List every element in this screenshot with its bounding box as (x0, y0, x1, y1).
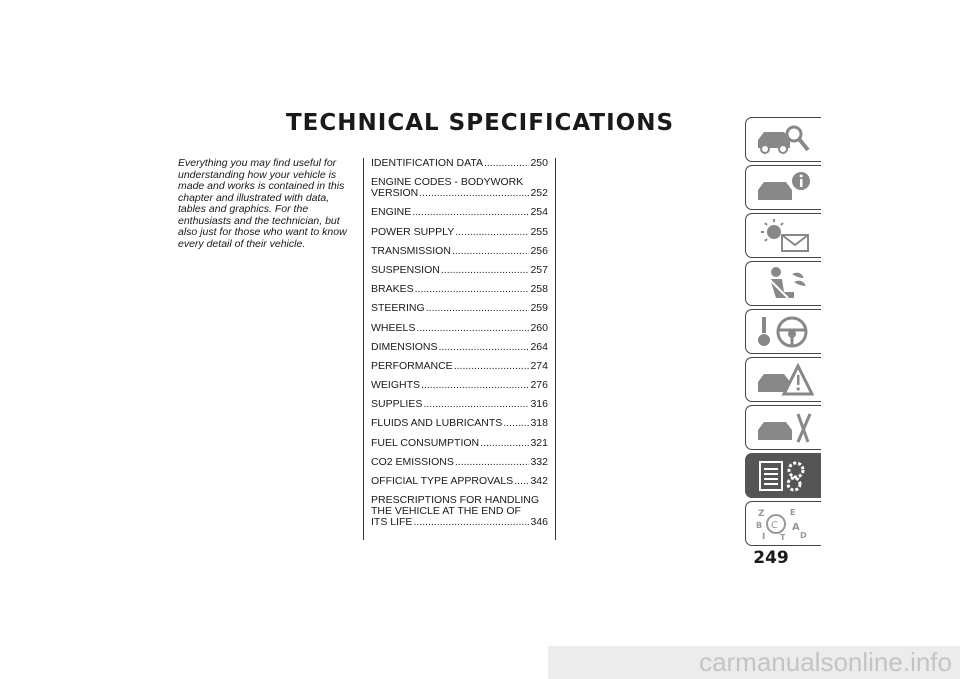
toc-entry[interactable] (371, 323, 548, 334)
svg-text:A: A (792, 522, 800, 533)
toc-leader-dots (416, 323, 529, 334)
toc-entry[interactable] (371, 227, 548, 238)
column-divider (555, 158, 556, 540)
toc-leader-dots (514, 476, 529, 487)
toc-leader-dots (426, 303, 530, 314)
svg-text:T: T (780, 533, 786, 542)
toc-page-number: 252 (530, 187, 548, 200)
toc-entry[interactable]: PRESCRIPTIONS FOR HANDLING THE VEHICLE AT THE END OF ITS LIFE ..... 346 (371, 495, 548, 528)
toc-label: BRAKES (371, 283, 414, 296)
toc-page-number: 255 (530, 225, 548, 238)
key-steering-wheel-icon (754, 314, 814, 350)
toc-page-number: 254 (530, 206, 548, 219)
toc-page-number: 316 (530, 398, 548, 411)
toc-leader-dots (413, 517, 529, 528)
toc-page-number: 318 (530, 417, 548, 430)
tab-safety[interactable] (745, 261, 821, 306)
toc-entry[interactable] (371, 342, 548, 353)
toc-label: STEERING (371, 302, 425, 315)
toc-label: TRANSMISSION (371, 244, 451, 257)
toc-label: IDENTIFICATION DATA (371, 157, 483, 169)
toc-page-number: 276 (530, 379, 548, 392)
toc-label: SUPPLIES (371, 398, 423, 411)
toc-page-number: 256 (530, 244, 548, 257)
svg-text:B: B (756, 521, 763, 530)
tab-emergency[interactable] (745, 357, 821, 402)
toc-label: FLUIDS AND LUBRICANTS (371, 417, 503, 430)
toc-label: VERSION (371, 187, 419, 200)
tab-technical-specifications[interactable] (745, 453, 821, 498)
toc-page-number: 257 (530, 263, 548, 276)
toc-entry[interactable]: ENGINE CODES - BODYWORK VERSION ..... 252 (371, 177, 548, 199)
column-divider (363, 158, 364, 540)
toc-entry[interactable] (371, 476, 548, 487)
table-of-contents (371, 158, 548, 536)
page-number: 249 (753, 548, 789, 568)
toc-entry[interactable] (371, 361, 548, 372)
toc-entry[interactable] (371, 438, 548, 449)
toc-page-number: 274 (530, 359, 548, 372)
toc-leader-dots (484, 158, 529, 169)
toc-label: POWER SUPPLY (371, 225, 455, 238)
tab-car-info[interactable] (745, 165, 821, 210)
toc-entry[interactable] (371, 207, 548, 218)
toc-leader-dots (480, 438, 529, 449)
technical-data-gears-icon (754, 458, 814, 494)
toc-leader-dots (503, 418, 529, 429)
toc-leader-dots (455, 457, 530, 468)
toc-page-number: 346 (530, 516, 548, 529)
toc-leader-dots (419, 188, 529, 199)
toc-label: CO2 EMISSIONS (371, 455, 454, 468)
toc-leader-dots (421, 380, 529, 391)
chapter-intro: Everything you may find useful for understanding how your vehicle is made and works is contained in this chapter and illustrated with data, tables and graphics. For the enthusiasts and the technician, but also just for those who want to know every detail of their vehicle. (178, 157, 347, 250)
toc-page-number: 264 (530, 340, 548, 353)
tab-warning-lights[interactable] (745, 213, 821, 258)
toc-label: SUSPENSION (371, 263, 440, 276)
toc-entry[interactable] (371, 457, 548, 468)
toc-entry[interactable] (371, 380, 548, 391)
toc-leader-dots (452, 246, 530, 257)
toc-page-number: 332 (530, 455, 548, 468)
toc-label: ITS LIFE (371, 516, 413, 529)
toc-page-number: 260 (530, 321, 548, 334)
toc-leader-dots (455, 227, 529, 238)
seat-safety-airbag-icon (754, 266, 814, 302)
toc-page-number: 342 (530, 475, 548, 487)
toc-entry[interactable] (371, 399, 548, 410)
toc-label: WHEELS (371, 321, 416, 334)
tab-index[interactable] (745, 501, 821, 546)
toc-leader-dots (439, 342, 530, 353)
toc-label: PERFORMANCE (371, 359, 453, 372)
car-tools-icon (754, 410, 814, 446)
toc-entry[interactable] (371, 284, 548, 295)
toc-leader-dots (454, 361, 530, 372)
toc-entry[interactable] (371, 246, 548, 257)
page-title: TECHNICAL SPECIFICATIONS (285, 110, 675, 136)
toc-page-number: 250 (530, 157, 548, 169)
toc-label: WEIGHTS (371, 379, 420, 392)
svg-text:Z: Z (758, 509, 765, 519)
toc-entry[interactable] (371, 418, 548, 429)
chapter-tab-sidebar (745, 117, 821, 549)
toc-entry[interactable] (371, 303, 548, 314)
toc-label: OFFICIAL TYPE APPROVALS (371, 475, 514, 487)
tab-car-search[interactable] (745, 117, 821, 162)
watermark-footer: carmanualsonline.info (548, 646, 960, 679)
svg-text:E: E (790, 508, 796, 517)
toc-label: FUEL CONSUMPTION (371, 436, 480, 449)
toc-page-number: 321 (530, 436, 548, 449)
svg-text:C: C (771, 520, 778, 531)
svg-text:I: I (762, 532, 766, 542)
toc-leader-dots (441, 265, 530, 276)
toc-leader-dots (423, 399, 529, 410)
toc-entry[interactable] (371, 265, 548, 276)
alphabetical-index-search-icon (754, 506, 814, 542)
toc-page-number: 258 (530, 283, 548, 296)
warning-light-message-icon (754, 218, 814, 254)
tab-maintenance[interactable] (745, 405, 821, 450)
toc-entry[interactable] (371, 158, 548, 169)
car-warning-triangle-icon (754, 362, 814, 398)
toc-label: ENGINE (371, 206, 412, 219)
tab-starting-driving[interactable] (745, 309, 821, 354)
toc-leader-dots (412, 207, 529, 218)
toc-label: DIMENSIONS (371, 340, 438, 353)
car-search-icon (754, 122, 814, 158)
car-info-icon (754, 170, 814, 206)
svg-text:D: D (800, 531, 807, 540)
toc-leader-dots (415, 284, 530, 295)
toc-page-number: 259 (530, 302, 548, 315)
